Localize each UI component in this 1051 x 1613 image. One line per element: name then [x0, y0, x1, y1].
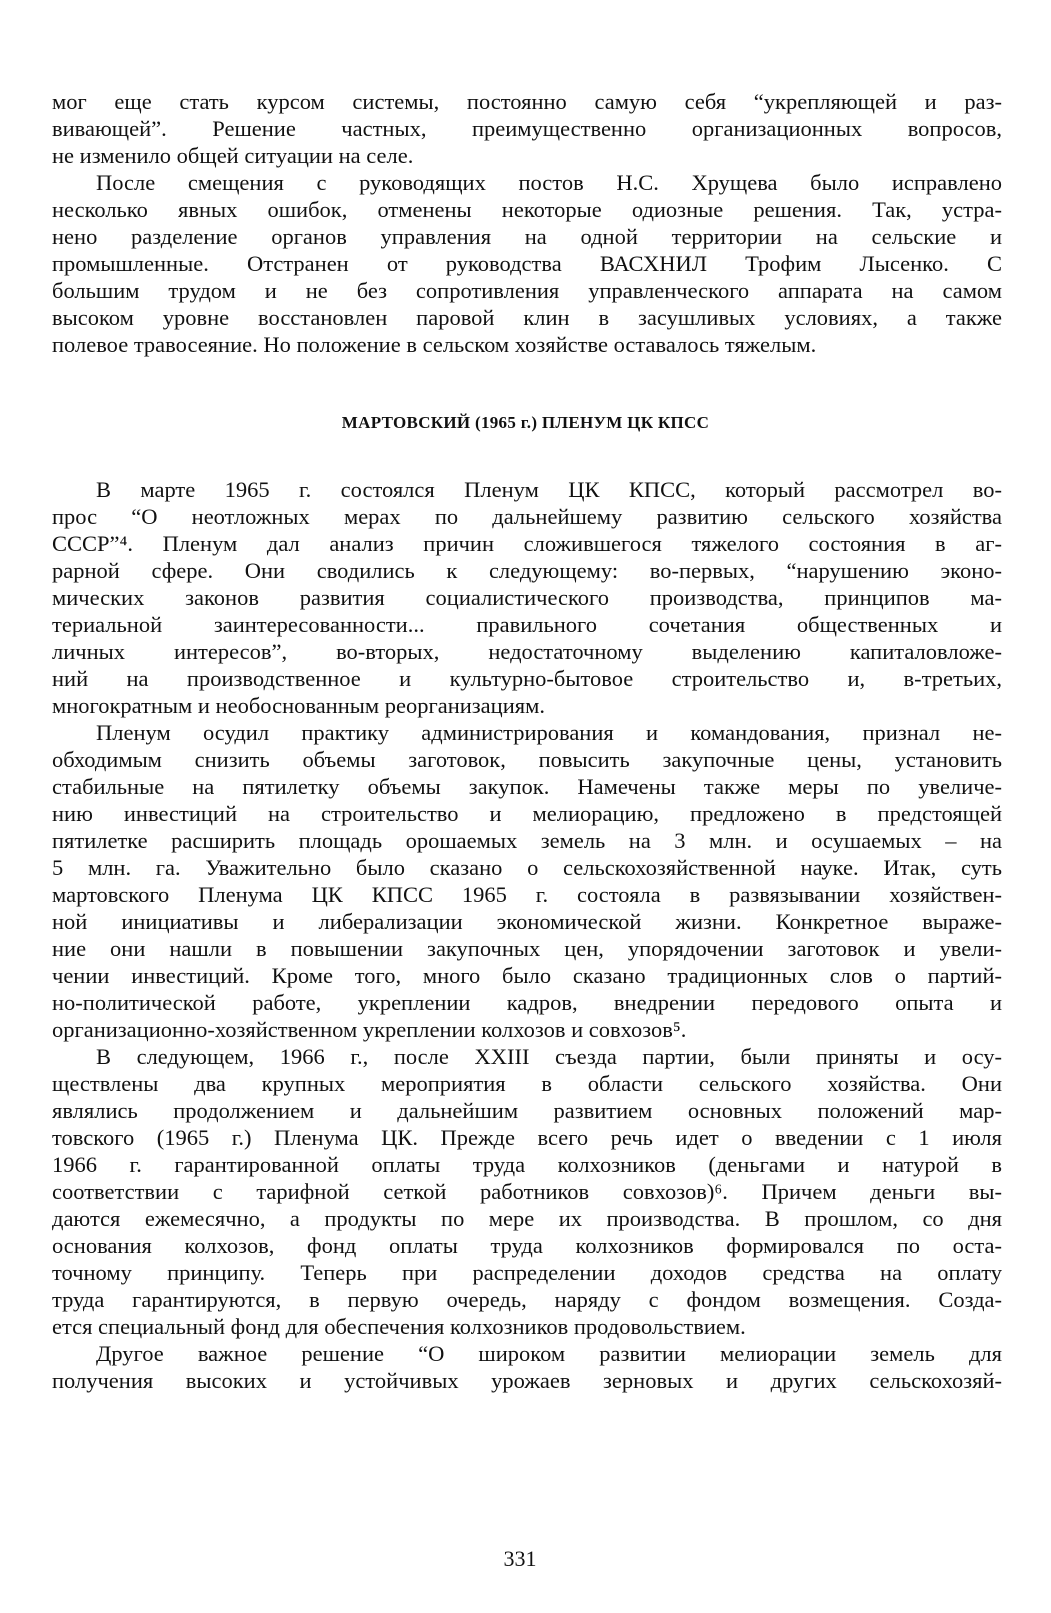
- text-line: пятилетке расширить площадь орошаемых земель на 3 млн. и осушаемых – на: [52, 828, 1002, 853]
- text-line: несколько явных ошибок, отменены некоторые одиозные решения. Так, устра-: [52, 197, 1002, 222]
- text-line: большим трудом и не без сопротивления управленческого аппарата на самом: [52, 278, 1002, 303]
- text-line: ние они нашли в повышении закупочных цен, упорядочении заготовок и увели-: [52, 936, 1002, 961]
- text-line: нено разделение органов управления на одной территории на сельские и: [52, 224, 1002, 249]
- text-line: труда гарантируются, в первую очередь, наряду с фондом возмещения. Созда-: [52, 1287, 1002, 1312]
- text-line: СССР”⁴. Пленум дал анализ причин сложившегося тяжелого состояния в аг-: [52, 531, 1002, 556]
- text-line: вивающей”. Решение частных, преимущественно организационных вопросов,: [52, 116, 1002, 141]
- text-line: получения высоких и устойчивых урожаев зерновых и других сельскохозяй-: [52, 1368, 1002, 1393]
- text-line: ной инициативы и либерализации экономической жизни. Конкретное выраже-: [52, 909, 1002, 934]
- text-line: чении инвестиций. Кроме того, много было сказано традиционных слов о партий-: [52, 963, 1002, 988]
- text-line: мартовского Пленума ЦК КПСС 1965 г. состояла в развязывании хозяйствен-: [52, 882, 1002, 907]
- text-line: основания колхозов, фонд оплаты труда колхозников формировался по оста-: [52, 1233, 1002, 1258]
- text-line: ществлены два крупных мероприятия в области сельского хозяйства. Они: [52, 1071, 1002, 1096]
- text-line: териальной заинтересованности... правильного сочетания общественных и: [52, 612, 1002, 637]
- text-line: После смещения с руководящих постов Н.С. Хрущева было исправлено: [96, 170, 1002, 195]
- intro-paragraphs: [52, 88, 1002, 358]
- text-line: многократным и необоснованным реорганизациям.: [52, 693, 545, 718]
- section-paragraphs: [52, 476, 1002, 1394]
- text-line: 1966 г. гарантированной оплаты труда колхозников (деньгами и натурой в: [52, 1152, 1002, 1177]
- text-line: 5 млн. га. Уважительно было сказано о сельскохозяйственной науке. Итак, суть: [52, 855, 1002, 880]
- text-line: Пленум осудил практику администрирования и командования, признал не-: [96, 720, 1002, 745]
- page-number: 331: [503, 1546, 537, 1571]
- section-heading: МАРТОВСКИЙ (1965 г.) ПЛЕНУМ ЦК КПСС: [341, 413, 710, 432]
- text-line: нию инвестиций на строительство и мелиорацию, предложено в предстоящей: [52, 801, 1002, 826]
- text-line: организационно-хозяйственном укреплении колхозов и совхозов⁵.: [52, 1017, 687, 1042]
- text-line: мических законов развития социалистического производства, принципов ма-: [52, 585, 1002, 610]
- text-line: но-политической работе, укреплении кадров, внедрении передового опыта и: [52, 990, 1002, 1015]
- text-line: Другое важное решение “О широком развитии мелиорации земель для: [96, 1341, 1002, 1366]
- text-line: В марте 1965 г. состоялся Пленум ЦК КПСС, который рассмотрел во-: [96, 477, 1002, 502]
- text-line: промышленные. Отстранен от руководства ВАСХНИЛ Трофим Лысенко. С: [52, 251, 1002, 276]
- text-line: обходимым снизить объемы заготовок, повысить закупочные цены, установить: [52, 747, 1002, 772]
- text-line: прос “О неотложных мерах по дальнейшему развитию сельского хозяйства: [52, 504, 1002, 529]
- text-line: стабильные на пятилетку объемы закупок. Намечены также меры по увеличе-: [52, 774, 1002, 799]
- text-line: мог еще стать курсом системы, постоянно самую себя “укрепляющей и раз-: [52, 89, 1002, 114]
- text-line: являлись продолжением и дальнейшим развитием основных положений мар-: [52, 1098, 1002, 1123]
- text-line: соответствии с тарифной сеткой работников совхозов)⁶. Причем деньги вы-: [52, 1179, 1002, 1204]
- text-line: полевое травосеяние. Но положение в сельском хозяйстве оставалось тяжелым.: [52, 332, 817, 357]
- text-line: точному принципу. Теперь при распределении доходов средства на оплату: [52, 1260, 1002, 1285]
- text-line: не изменило общей ситуации на селе.: [52, 143, 414, 168]
- text-line: В следующем, 1966 г., после XXIII съезда партии, были приняты и осу-: [96, 1044, 1002, 1069]
- text-line: рарной сфере. Они сводились к следующему: во-первых, “нарушению эконо-: [52, 558, 1002, 583]
- text-line: даются ежемесячно, а продукты по мере их производства. В прошлом, со дня: [52, 1206, 1002, 1231]
- text-line: личных интересов”, во-вторых, недостаточному выделению капиталовложе-: [52, 639, 1002, 664]
- text-line: ний на производственное и культурно-бытовое строительство и, в-третьих,: [52, 666, 1002, 691]
- text-line: ется специальный фонд для обеспечения колхозников продовольствием.: [52, 1314, 746, 1339]
- text-line: высоком уровне восстановлен паровой клин в засушливых условиях, а также: [52, 305, 1002, 330]
- text-line: товского (1965 г.) Пленума ЦК. Прежде всего речь идет о введении с 1 июля: [52, 1125, 1002, 1150]
